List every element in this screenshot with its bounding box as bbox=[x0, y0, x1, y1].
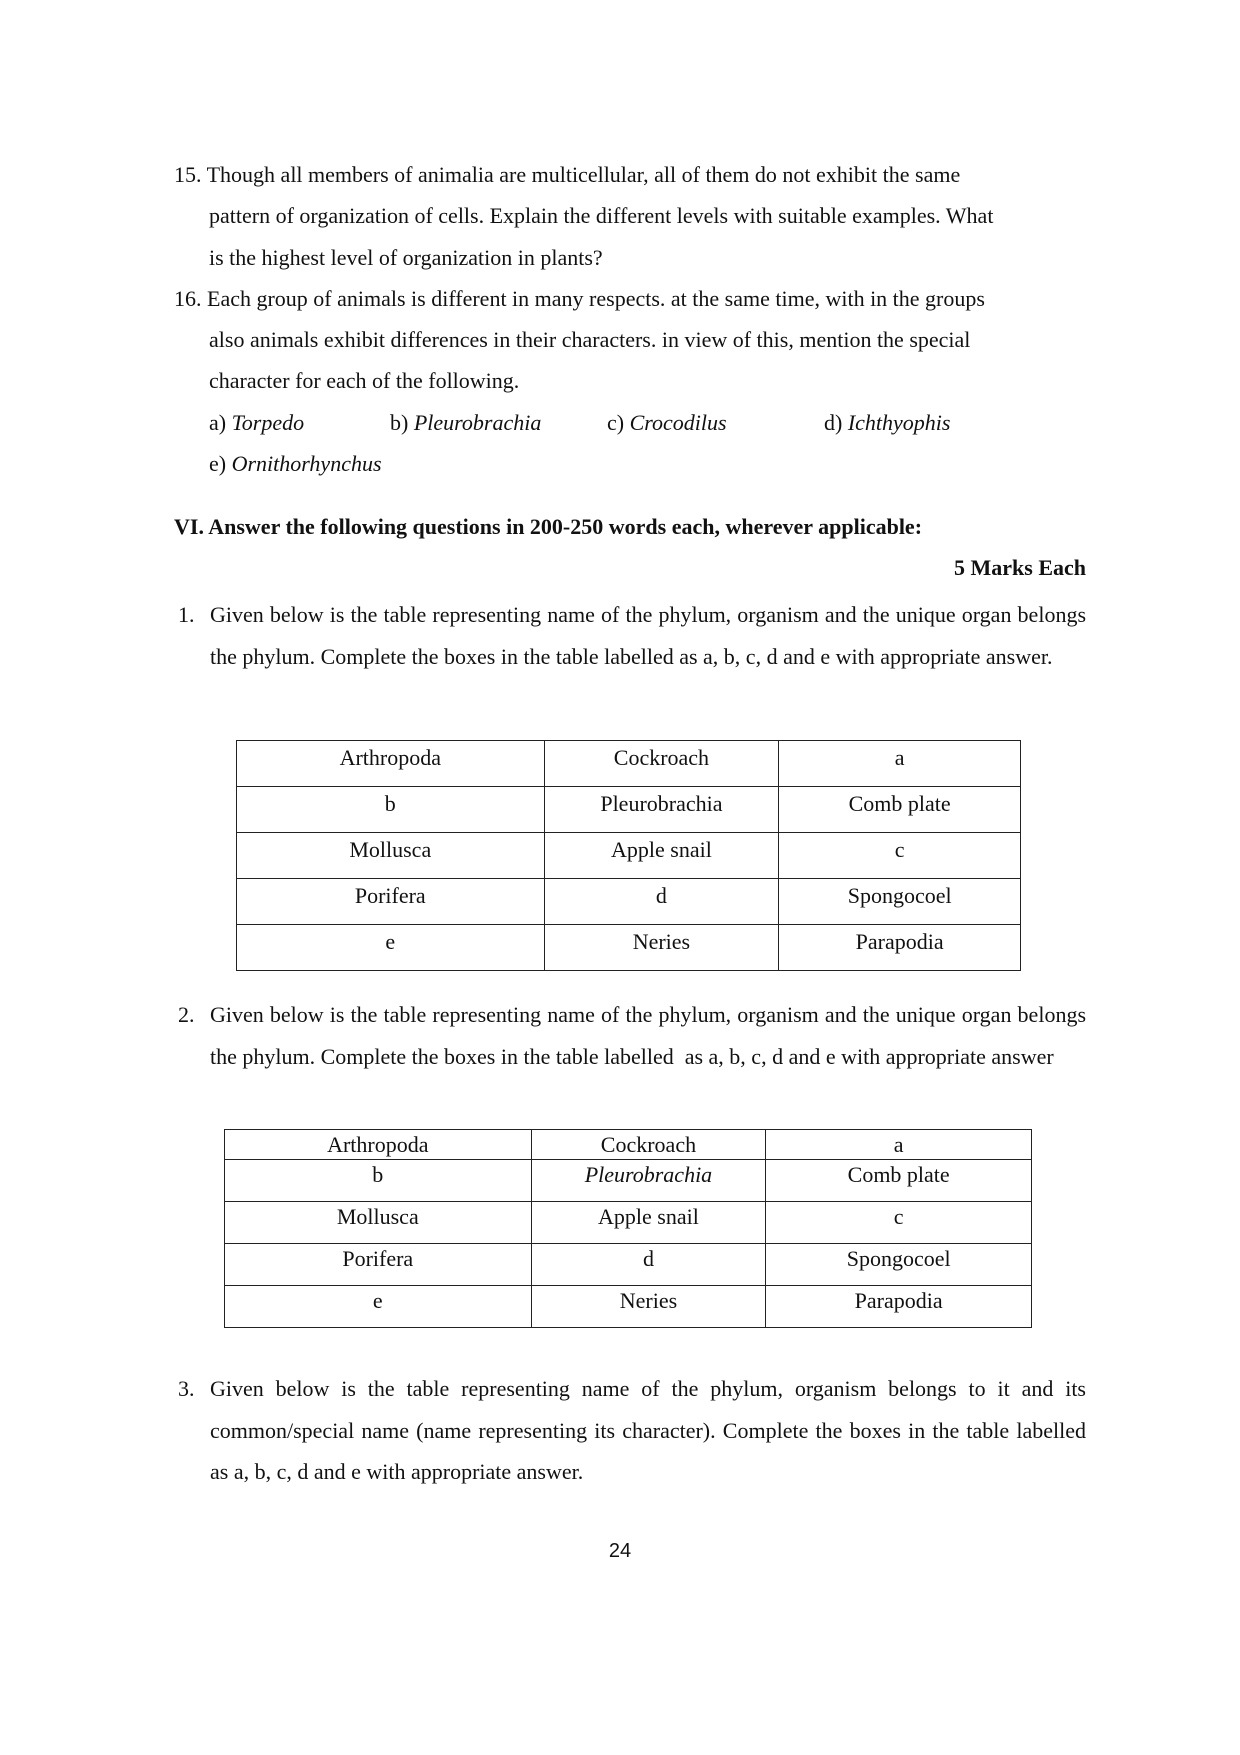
question-16-line-3: character for each of the following. bbox=[209, 368, 520, 393]
question-2-table bbox=[224, 1129, 1032, 1328]
question-15-line-1: 15. Though all members of animalia are multicellular, all of them do not exhibit the same bbox=[174, 162, 961, 187]
question-16-line-1: 16. Each group of animals is different in many respects. at the same time, with in the groups bbox=[174, 286, 985, 311]
question-1-number: 1. bbox=[178, 602, 195, 627]
table-row: Porifera d Spongocoel bbox=[237, 879, 1021, 925]
table-row: Mollusca Apple snail c bbox=[225, 1202, 1032, 1244]
table-row: Mollusca Apple snail c bbox=[237, 833, 1021, 879]
table-row: e Neries Parapodia bbox=[237, 925, 1021, 971]
question-16-line-2: also animals exhibit differences in their characters. in view of this, mention the special bbox=[209, 327, 971, 352]
marks-label: 5 Marks Each bbox=[954, 555, 1086, 580]
table-row: Porifera d Spongocoel bbox=[225, 1244, 1032, 1286]
question-2-text: Given below is the table representing name of the phylum, organism and the unique organ belongs the phylum. Complete the boxes in the table labelled as a, b, c, d and e with appropriate answer bbox=[210, 1002, 1092, 1069]
option-c: c) Crocodilus bbox=[607, 410, 727, 435]
question-2-number: 2. bbox=[178, 1002, 195, 1027]
table-row: Arthropoda Cockroach a bbox=[225, 1130, 1032, 1160]
table-row: b Pleurobrachia Comb plate bbox=[225, 1160, 1032, 1202]
option-d: d) Ichthyophis bbox=[824, 410, 951, 435]
table-row: e Neries Parapodia bbox=[225, 1286, 1032, 1328]
table-row: Arthropoda Cockroach a bbox=[237, 741, 1021, 787]
option-e: e) Ornithorhynchus bbox=[209, 451, 382, 476]
table-row: b Pleurobrachia Comb plate bbox=[237, 787, 1021, 833]
page-number: 24 bbox=[608, 1540, 632, 1562]
option-b: b) Pleurobrachia bbox=[390, 410, 542, 435]
question-15-number: 15. bbox=[174, 162, 202, 187]
question-3-text: Given below is the table representing name of the phylum, organism belongs to it and its common/special name (name representing its character). Complete the boxes in the table labelled as a, b, c, d and e with appropriate answer. bbox=[210, 1376, 1086, 1484]
section-heading: VI. Answer the following questions in 200-250 words each, wherever applicable: bbox=[174, 514, 923, 539]
question-3 bbox=[174, 1368, 1086, 1493]
question-15-line-2: pattern of organization of cells. Explain the different levels with suitable examples. What bbox=[209, 203, 994, 228]
question-2 bbox=[174, 994, 1092, 1077]
option-a: a) Torpedo bbox=[209, 410, 305, 435]
question-15-line-3: is the highest level of organization in plants? bbox=[209, 245, 603, 270]
question-3-number: 3. bbox=[178, 1376, 195, 1401]
question-16-number: 16. bbox=[174, 286, 202, 311]
question-1-text: Given below is the table representing name of the phylum, organism and the unique organ belongs the phylum. Complete the boxes in the table labelled as a, b, c, d and e with appropriate answer. bbox=[210, 602, 1086, 669]
question-1-table bbox=[236, 740, 1021, 971]
question-1 bbox=[174, 594, 1086, 677]
